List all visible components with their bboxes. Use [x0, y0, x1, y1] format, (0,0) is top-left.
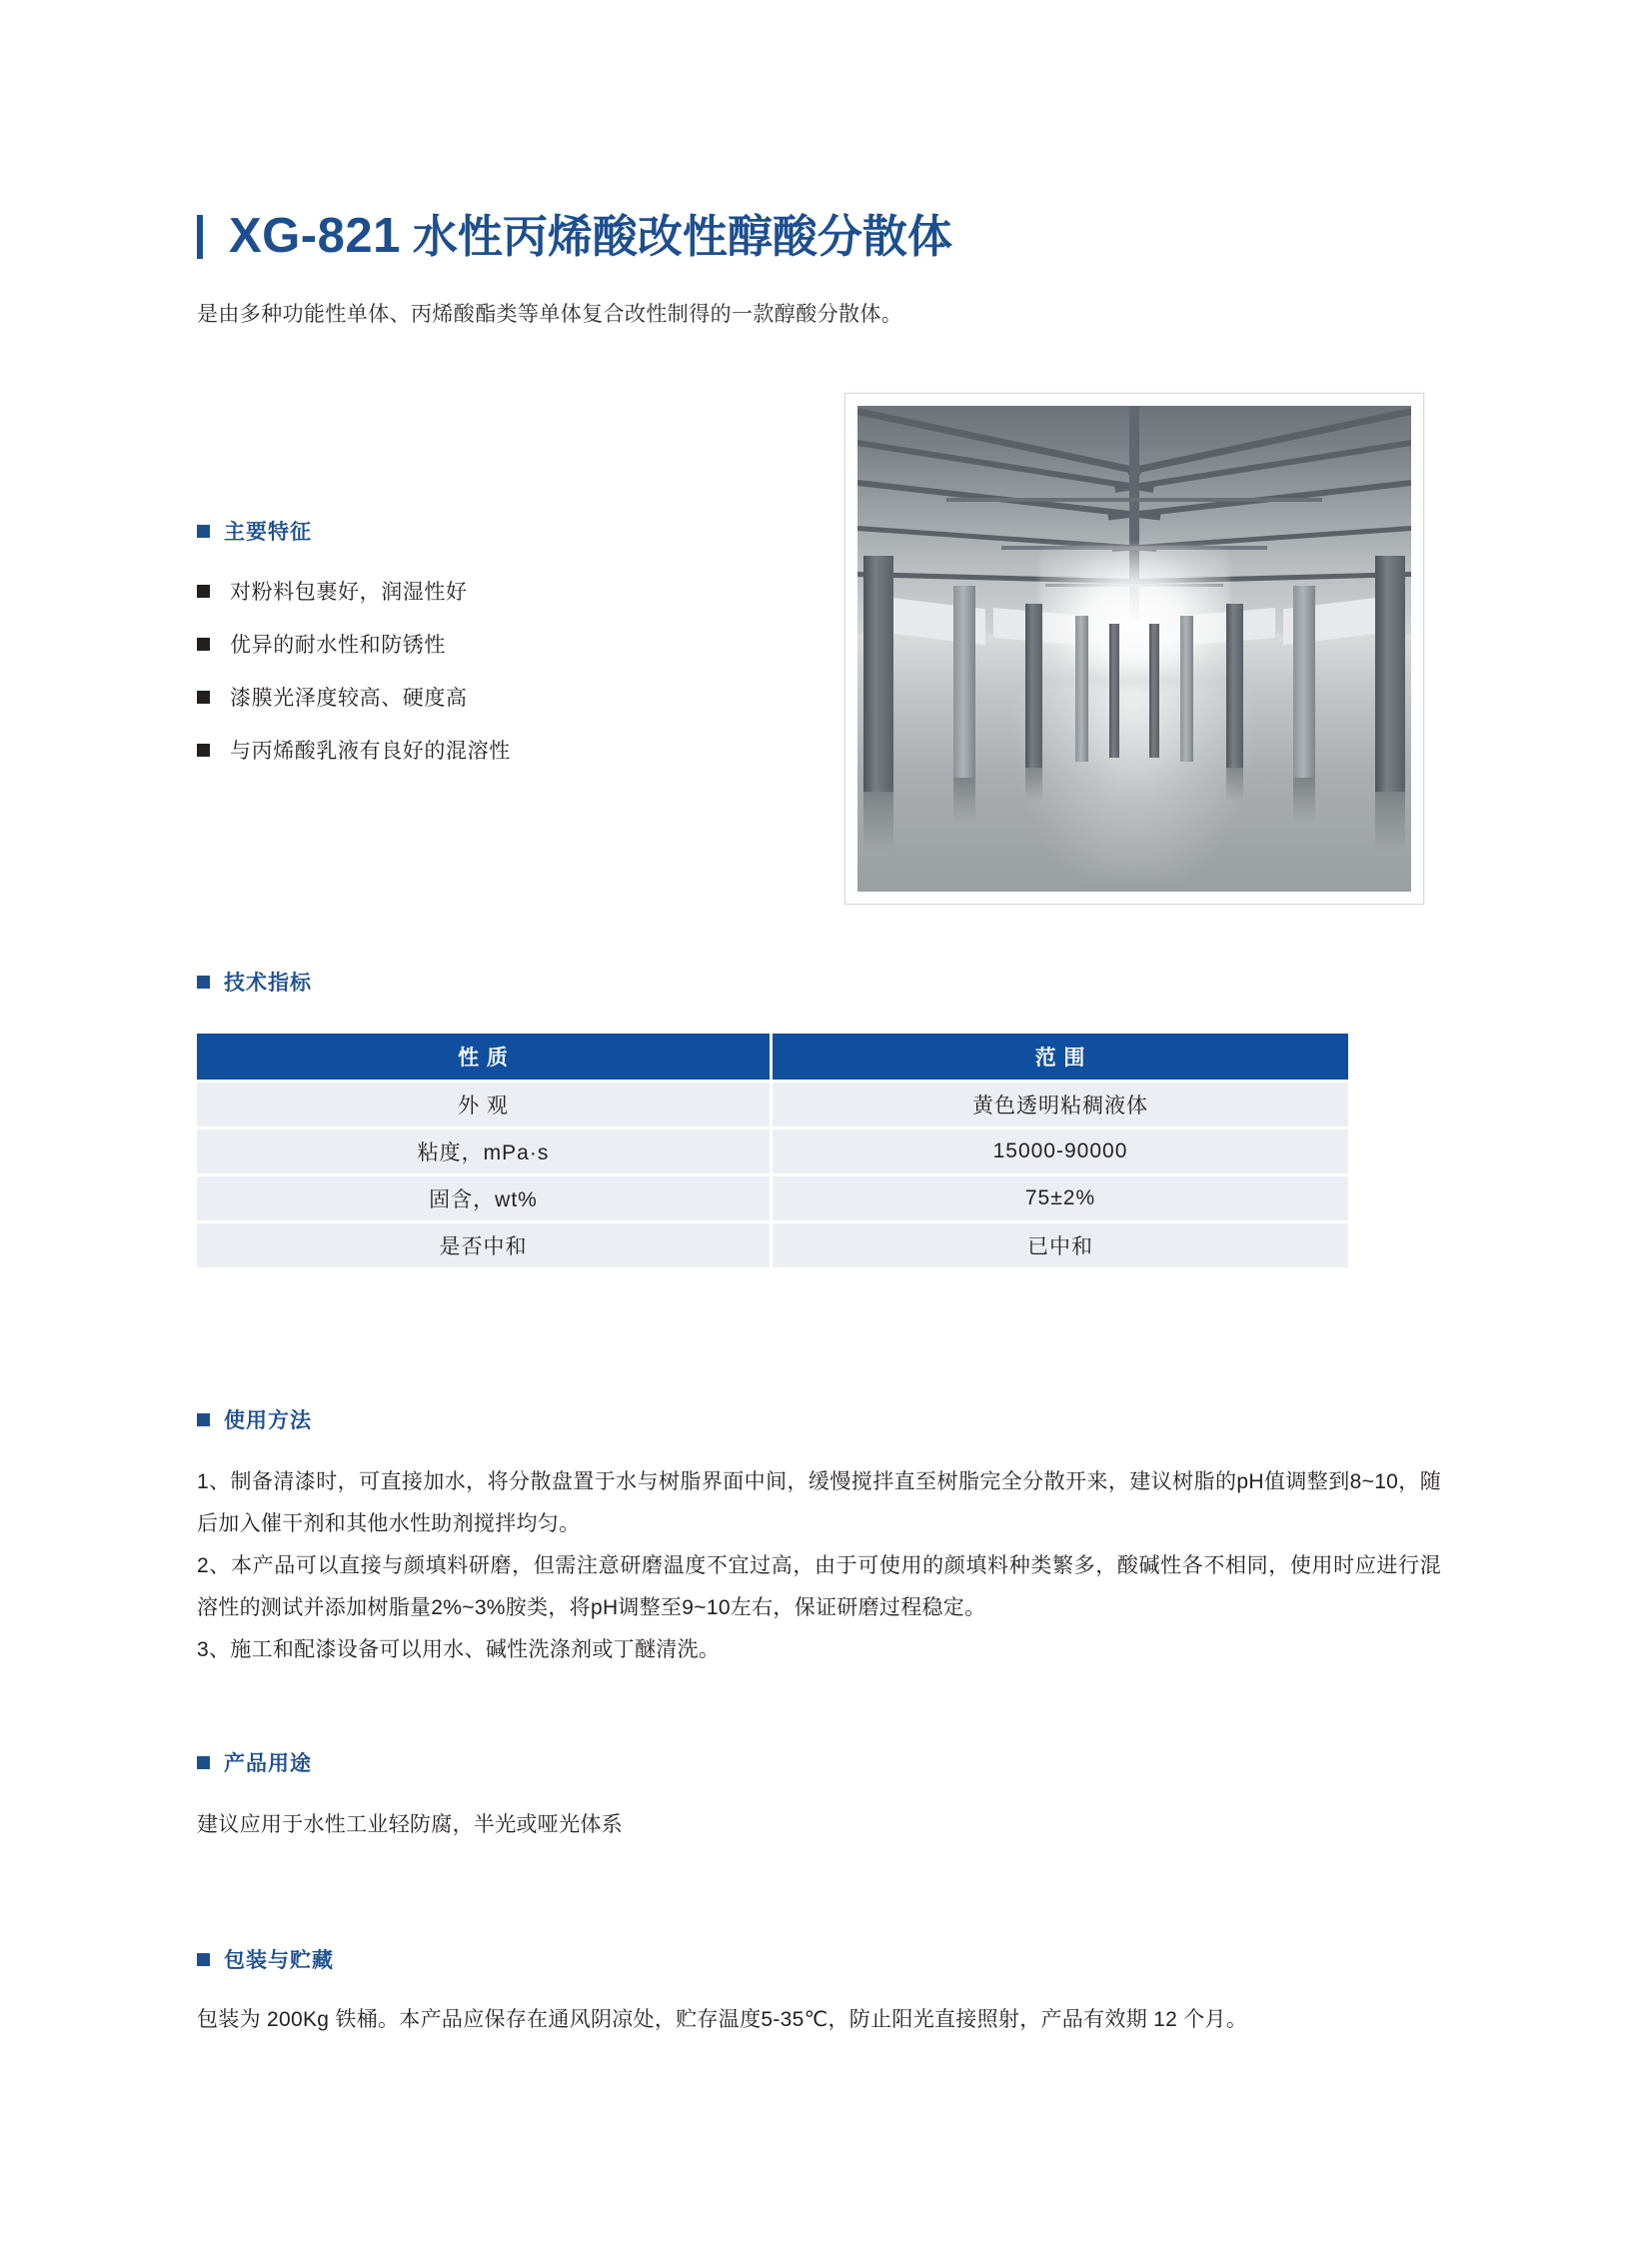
specs-table: [197, 1034, 1348, 1267]
section-heading-packaging: [197, 1944, 334, 1974]
cell-range: 75±2%: [773, 1173, 1348, 1220]
table-row: [197, 1080, 1348, 1126]
usage-paragraph-3: 3、施工和配漆设备可以用水、碱性洗涤剂或丁醚清洗。: [197, 1638, 721, 1661]
section-heading-specs-label: 技术指标: [224, 972, 312, 995]
bullet-square-icon: [197, 691, 210, 704]
feature-text: 优异的耐水性和防锈性: [230, 634, 446, 657]
feature-list: [197, 576, 511, 788]
feature-text: 与丙烯酸乳液有良好的混溶性: [230, 740, 511, 763]
table-row: [197, 1173, 1348, 1220]
photo-floor-glow: [1019, 688, 1249, 878]
bullet-square-icon: [197, 1756, 210, 1769]
feature-text: 漆膜光泽度较高、硬度高: [230, 687, 468, 710]
cell-range: 黄色透明粘稠液体: [773, 1080, 1348, 1126]
bullet-square-icon: [197, 525, 210, 538]
table-row: [197, 1220, 1348, 1267]
cell-property: 粘度，mPa·s: [197, 1126, 773, 1173]
bullet-square-icon: [197, 1953, 210, 1966]
list-item: [197, 629, 511, 659]
column-header-property: 性 质: [197, 1034, 773, 1080]
table-header-row: [197, 1034, 1348, 1080]
list-item: [197, 735, 511, 765]
product-photo-frame: [844, 393, 1424, 905]
usage-paragraph-2: 2、本产品可以直接与颜填料研磨，但需注意研磨温度不宜过高，由于可使用的颜填料种类繁多，酸碱性各不相同，使用时应进行混溶性的测试并添加树脂量2%~3%胺类，将pH调整至9~10左右，保证研磨过程稳定。: [197, 1554, 1441, 1619]
product-name: 水性丙烯酸改性醇酸分散体: [412, 211, 952, 262]
list-item: [197, 576, 511, 606]
cell-property: 是否中和: [197, 1220, 773, 1267]
usage-paragraphs: [197, 1461, 1441, 1671]
packaging-text: 包装为 200Kg 铁桶。本产品应保存在通风阴凉处，贮存温度5-35℃，防止阳光直接照射，产品有效期 12 个月。: [197, 2008, 1248, 2031]
section-heading-specs: [197, 967, 312, 997]
list-item: [197, 682, 511, 712]
product-code: XG-821: [229, 209, 401, 263]
bullet-square-icon: [197, 585, 210, 598]
section-heading-application: [197, 1747, 312, 1777]
bullet-square-icon: [197, 744, 210, 757]
cell-range: 已中和: [773, 1220, 1348, 1267]
feature-text: 对粉料包裹好，润湿性好: [230, 581, 468, 604]
photo-vanishing-light: [1039, 545, 1229, 695]
application-text-block: [197, 1804, 1441, 1846]
product-subtitle: 是由多种功能性单体、丙烯酸酯类等单体复合改性制得的一款醇酸分散体。: [197, 303, 903, 326]
usage-paragraph-1: 1、制备清漆时，可直接加水，将分散盘置于水与树脂界面中间，缓慢搅拌直至树脂完全分散开来，建议树脂的pH值调整到8~10，随后加入催干剂和其他水性助剂搅拌均匀。: [197, 1470, 1441, 1535]
cell-range: 15000-90000: [773, 1126, 1348, 1173]
packaging-text-block: [197, 1999, 1441, 2041]
table-row: [197, 1126, 1348, 1173]
section-heading-usage: [197, 1404, 312, 1434]
cell-property: 固含，wt%: [197, 1173, 773, 1220]
section-heading-application-label: 产品用途: [224, 1752, 312, 1775]
cell-property: 外 观: [197, 1080, 773, 1126]
column-header-range: 范 围: [773, 1034, 1348, 1080]
title-accent-bar: [197, 215, 203, 259]
section-heading-usage-label: 使用方法: [224, 1409, 312, 1432]
bullet-square-icon: [197, 976, 210, 989]
bullet-square-icon: [197, 1413, 210, 1426]
application-text: 建议应用于水性工业轻防腐，半光或哑光体系: [197, 1813, 623, 1836]
warehouse-interior-photo: [857, 406, 1411, 892]
page-title: [197, 209, 952, 263]
page-content: [197, 0, 1496, 2243]
section-heading-packaging-label: 包装与贮藏: [224, 1949, 334, 1972]
bullet-square-icon: [197, 638, 210, 651]
section-heading-features-label: 主要特征: [224, 521, 312, 544]
section-heading-features: [197, 516, 312, 546]
